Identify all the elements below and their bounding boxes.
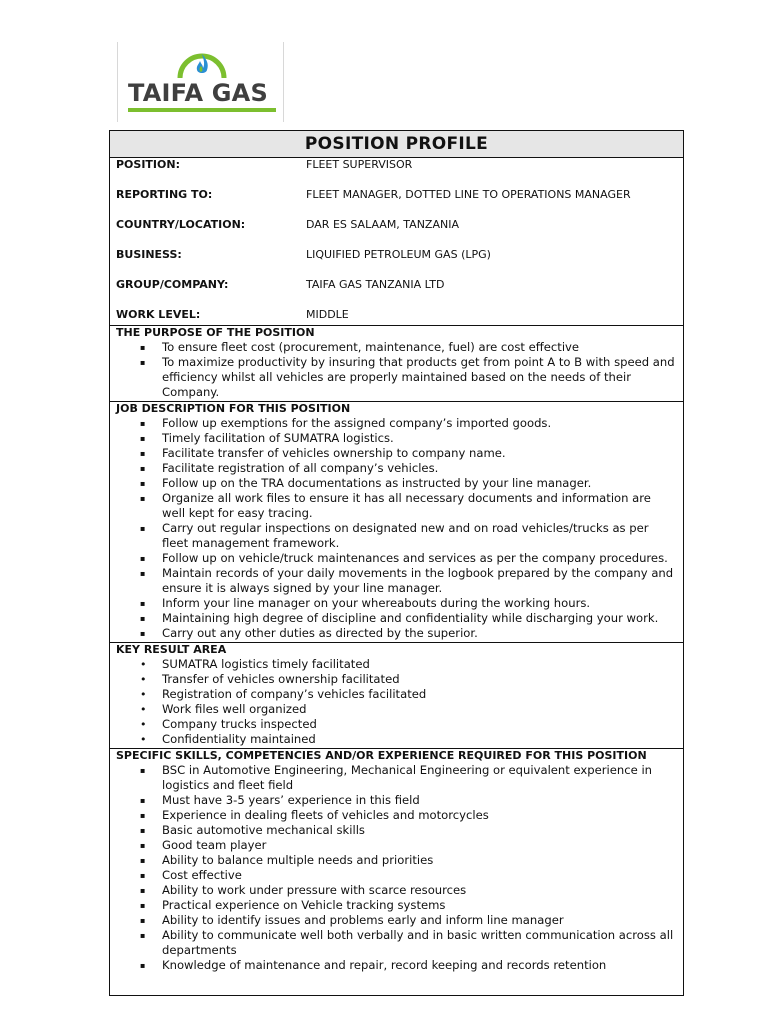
field-label: REPORTING TO: (116, 188, 213, 201)
list-item-text: Facilitate transfer of vehicles ownership to company name. (162, 446, 506, 460)
key-result-area-heading: KEY RESULT AREA (116, 643, 227, 656)
list-item (116, 883, 677, 898)
skills-list (116, 763, 677, 973)
logo-text: TAIFA GAS (128, 79, 268, 107)
list-item (116, 596, 677, 611)
list-item-text: Experience in dealing fleets of vehicles and motorcycles (162, 808, 489, 822)
list-item-text: Ability to identify issues and problems early and inform line manager (162, 913, 564, 927)
list-item (116, 823, 677, 838)
logo-underline (128, 108, 276, 112)
profile-field-row (110, 278, 683, 308)
list-item (116, 566, 677, 596)
bullet-icon: ▪ (140, 871, 146, 880)
flame-logo-icon (176, 48, 228, 80)
profile-field-row (110, 188, 683, 218)
list-item-text: Follow up exemptions for the assigned company’s imported goods. (162, 416, 552, 430)
list-item (116, 928, 677, 958)
field-label: GROUP/COMPANY: (116, 278, 229, 291)
bullet-icon: ▪ (140, 826, 146, 835)
list-item-text: Good team player (162, 838, 267, 852)
field-value: FLEET SUPERVISOR (306, 158, 413, 171)
list-item-text: To maximize productivity by insuring that products get from point A to B with speed and efficiency whilst all vehicles are properly maintained based on the needs of their Company. (162, 355, 675, 399)
bullet-icon: ▪ (140, 524, 146, 533)
list-item-text: Confidentiality maintained (162, 732, 316, 746)
field-label: BUSINESS: (116, 248, 182, 261)
list-item (116, 853, 677, 868)
list-item-text: Organize all work files to ensure it has all necessary documents and information are well kept for easy tracing. (162, 491, 651, 520)
list-item (116, 461, 677, 476)
profile-field-row (110, 308, 683, 322)
bullet-icon: ▪ (140, 449, 146, 458)
list-item-text: Knowledge of maintenance and repair, record keeping and records retention (162, 958, 607, 972)
bullet-icon: ▪ (140, 494, 146, 503)
list-item (116, 416, 677, 431)
list-item-text: Work files well organized (162, 702, 307, 716)
list-item (116, 551, 677, 566)
job-description-heading: JOB DESCRIPTION FOR THIS POSITION (116, 402, 351, 415)
bullet-icon: ▪ (140, 358, 146, 367)
list-item-text: Company trucks inspected (162, 717, 317, 731)
company-logo (117, 42, 284, 122)
bullet-icon: ▪ (140, 629, 146, 638)
list-item-text: Basic automotive mechanical skills (162, 823, 365, 837)
list-item (116, 687, 677, 702)
key-result-area-list (116, 657, 677, 747)
bullet-icon: • (140, 703, 147, 716)
list-item-text: Carry out any other duties as directed by the superior. (162, 626, 478, 640)
list-item (116, 521, 677, 551)
bullet-icon: ▪ (140, 343, 146, 352)
field-label: WORK LEVEL: (116, 308, 201, 321)
bullet-icon: • (140, 688, 147, 701)
bullet-icon: ▪ (140, 554, 146, 563)
bullet-icon: ▪ (140, 796, 146, 805)
list-item (116, 431, 677, 446)
list-item (116, 657, 677, 672)
key-result-area-section (110, 643, 683, 749)
list-item-text: Follow up on the TRA documentations as instructed by your line manager. (162, 476, 592, 490)
bullet-icon: ▪ (140, 961, 146, 970)
purpose-heading: THE PURPOSE OF THE POSITION (116, 326, 315, 339)
list-item (116, 476, 677, 491)
bullet-icon: ▪ (140, 614, 146, 623)
field-value: DAR ES SALAAM, TANZANIA (306, 218, 459, 231)
profile-field-row (110, 218, 683, 248)
list-item-text: Timely facilitation of SUMATRA logistics. (162, 431, 394, 445)
bullet-icon: ▪ (140, 931, 146, 940)
bullet-icon: ▪ (140, 856, 146, 865)
position-profile-table (109, 130, 684, 996)
list-item-text: To ensure fleet cost (procurement, maintenance, fuel) are cost effective (162, 340, 580, 354)
list-item (116, 446, 677, 461)
field-value: FLEET MANAGER, DOTTED LINE TO OPERATIONS MANAGER (306, 188, 631, 201)
list-item-text: Must have 3-5 years’ experience in this field (162, 793, 420, 807)
list-item (116, 717, 677, 732)
purpose-list (116, 340, 677, 400)
list-item-text: Transfer of vehicles ownership facilitated (162, 672, 400, 686)
bullet-icon: ▪ (140, 886, 146, 895)
list-item (116, 672, 677, 687)
bullet-icon: ▪ (140, 916, 146, 925)
list-item (116, 793, 677, 808)
list-item-text: Ability to communicate well both verbally and in basic written communication across all departments (162, 928, 674, 957)
list-item-text: Registration of company’s vehicles facilitated (162, 687, 427, 701)
list-item-text: Cost effective (162, 868, 242, 882)
list-item-text: Follow up on vehicle/truck maintenances and services as per the company procedures. (162, 551, 668, 565)
bullet-icon: • (140, 718, 147, 731)
list-item (116, 913, 677, 928)
document-title: POSITION PROFILE (110, 131, 683, 158)
list-item (116, 491, 677, 521)
bullet-icon: • (140, 733, 147, 746)
list-item (116, 732, 677, 747)
list-item-text: Facilitate registration of all company’s vehicles. (162, 461, 439, 475)
bullet-icon: ▪ (140, 841, 146, 850)
bullet-icon: ▪ (140, 569, 146, 578)
list-item-text: Maintaining high degree of discipline and confidentiality while discharging your work. (162, 611, 659, 625)
profile-fields (110, 158, 683, 326)
skills-section (110, 749, 683, 974)
list-item (116, 808, 677, 823)
bullet-icon: ▪ (140, 419, 146, 428)
job-description-list (116, 416, 677, 641)
field-label: COUNTRY/LOCATION: (116, 218, 246, 231)
bullet-icon: ▪ (140, 811, 146, 820)
list-item (116, 340, 677, 355)
list-item (116, 868, 677, 883)
purpose-section (110, 326, 683, 402)
list-item (116, 898, 677, 913)
list-item (116, 626, 677, 641)
list-item-text: Ability to work under pressure with scarce resources (162, 883, 467, 897)
list-item-text: BSC in Automotive Engineering, Mechanical Engineering or equivalent experience in logistics and fleet field (162, 763, 653, 792)
list-item-text: Practical experience on Vehicle tracking systems (162, 898, 446, 912)
list-item-text: Ability to balance multiple needs and priorities (162, 853, 434, 867)
bullet-icon: • (140, 673, 147, 686)
list-item (116, 355, 677, 400)
bullet-icon: ▪ (140, 434, 146, 443)
field-value: TAIFA GAS TANZANIA LTD (306, 278, 445, 291)
list-item-text: Inform your line manager on your whereabouts during the working hours. (162, 596, 591, 610)
list-item (116, 763, 677, 793)
profile-field-row (110, 248, 683, 278)
skills-heading: SPECIFIC SKILLS, COMPETENCIES AND/OR EXPERIENCE REQUIRED FOR THIS POSITION (116, 749, 647, 762)
list-item-text: SUMATRA logistics timely facilitated (162, 657, 370, 671)
list-item-text: Maintain records of your daily movements in the logbook prepared by the company and ensure it is always signed by your line manager. (162, 566, 674, 595)
bullet-icon: ▪ (140, 766, 146, 775)
bullet-icon: • (140, 658, 147, 671)
list-item (116, 958, 677, 973)
bullet-icon: ▪ (140, 464, 146, 473)
bullet-icon: ▪ (140, 599, 146, 608)
list-item-text: Carry out regular inspections on designated new and on road vehicles/trucks as per fleet management framework. (162, 521, 649, 550)
bullet-icon: ▪ (140, 901, 146, 910)
field-value: LIQUIFIED PETROLEUM GAS (LPG) (306, 248, 491, 261)
list-item (116, 702, 677, 717)
field-value: MIDDLE (306, 308, 349, 321)
job-description-section (110, 402, 683, 643)
profile-field-row (110, 158, 683, 188)
bullet-icon: ▪ (140, 479, 146, 488)
field-label: POSITION: (116, 158, 180, 171)
list-item (116, 838, 677, 853)
list-item (116, 611, 677, 626)
